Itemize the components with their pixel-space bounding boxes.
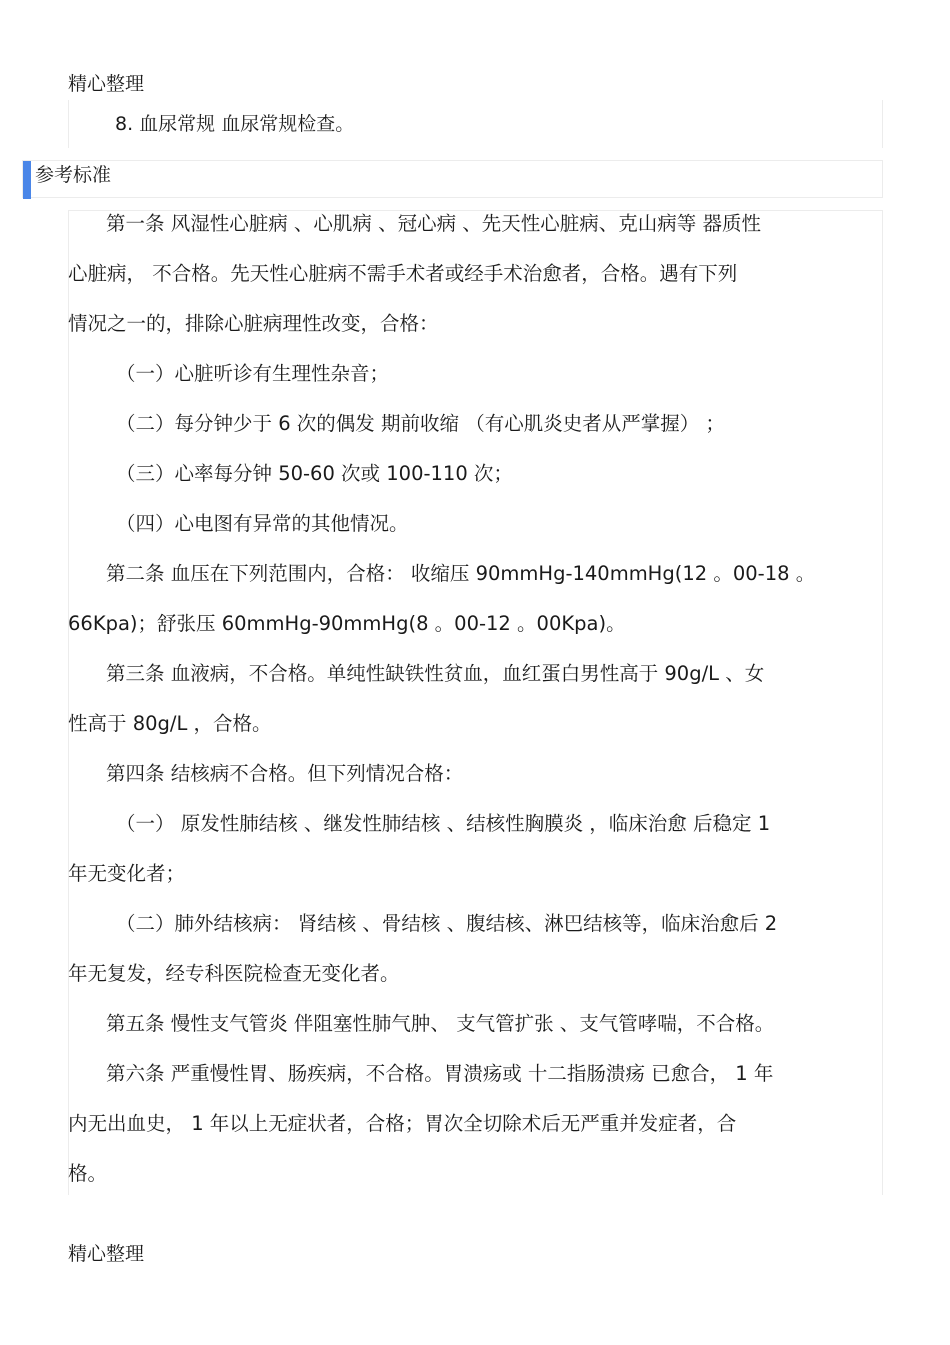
article-5-line-1: 第五条 慢性支气管炎 伴阻塞性肺气肿、 支气管扩张 、支气管哮喘，不合格。 bbox=[106, 1012, 775, 1035]
article-4-line-1: 第四条 结核病不合格。但下列情况合格： bbox=[106, 762, 464, 785]
article-6-line-2: 内无出血史， 1 年以上无症状者，合格；胃次全切除术后无严重并发症者，合 bbox=[68, 1112, 737, 1135]
article-1-line-2: 心脏病， 不合格。先天性心脏病不需手术者或经手术治愈者，合格。遇有下列 bbox=[68, 262, 738, 285]
article-2-line-2: 66Kpa)；舒张压 60mmHg-90mmHg(8 。00-12 。00Kpa)。 bbox=[68, 612, 626, 635]
article-4-item-2-line-2: 年无复发，经专科医院检查无变化者。 bbox=[68, 962, 400, 985]
page-footer: 精心整理 bbox=[68, 1243, 145, 1265]
article-1-item-1: （一）心脏听诊有生理性杂音； bbox=[116, 362, 390, 385]
article-1-line-3: 情况之一的，排除心脏病理性改变，合格： bbox=[68, 312, 439, 335]
article-3-line-2: 性高于 80g/L ，合格。 bbox=[68, 712, 272, 735]
reference-accent-bar bbox=[23, 161, 31, 199]
article-1-item-4: （四）心电图有异常的其他情况。 bbox=[116, 512, 409, 535]
item-8-row bbox=[68, 100, 883, 148]
article-1-item-2: （二）每分钟少于 6 次的偶发 期前收缩 （有心肌炎史者从严掌握） ； bbox=[116, 412, 725, 435]
article-2-line-1: 第二条 血压在下列范围内，合格： 收缩压 90mmHg-140mmHg(12 。00-18 。 bbox=[106, 562, 816, 585]
article-1-item-3: （三）心率每分钟 50-60 次或 100-110 次； bbox=[116, 462, 513, 485]
article-4-item-2-line-1: （二）肺外结核病： 肾结核 、骨结核 、腹结核、淋巴结核等，临床治愈后 2 bbox=[116, 912, 778, 935]
article-6-line-1: 第六条 严重慢性胃、肠疾病，不合格。胃溃疡或 十二指肠溃疡 已愈合， 1 年 bbox=[106, 1062, 774, 1085]
article-4-item-1-line-1: （一） 原发性肺结核 、继发性肺结核 、结核性胸膜炎 ，临床治愈 后稳定 1 bbox=[116, 812, 771, 835]
article-6-line-3: 格。 bbox=[68, 1162, 108, 1185]
page-header: 精心整理 bbox=[68, 73, 145, 95]
article-1-line-1: 第一条 风湿性心脏病 、心肌病 、冠心病 、先天性心脏病、克山病等 器质性 bbox=[106, 212, 761, 235]
content-frame bbox=[68, 210, 883, 1195]
article-3-line-1: 第三条 血液病，不合格。单纯性缺铁性贫血，血红蛋白男性高于 90g/L 、女 bbox=[106, 662, 765, 685]
item-8-text: 8. 血尿常规 血尿常规检查。 bbox=[115, 113, 355, 135]
article-4-item-1-line-2: 年无变化者； bbox=[68, 862, 186, 885]
reference-title: 参考标准 bbox=[35, 164, 112, 186]
reference-section-header bbox=[22, 160, 883, 198]
